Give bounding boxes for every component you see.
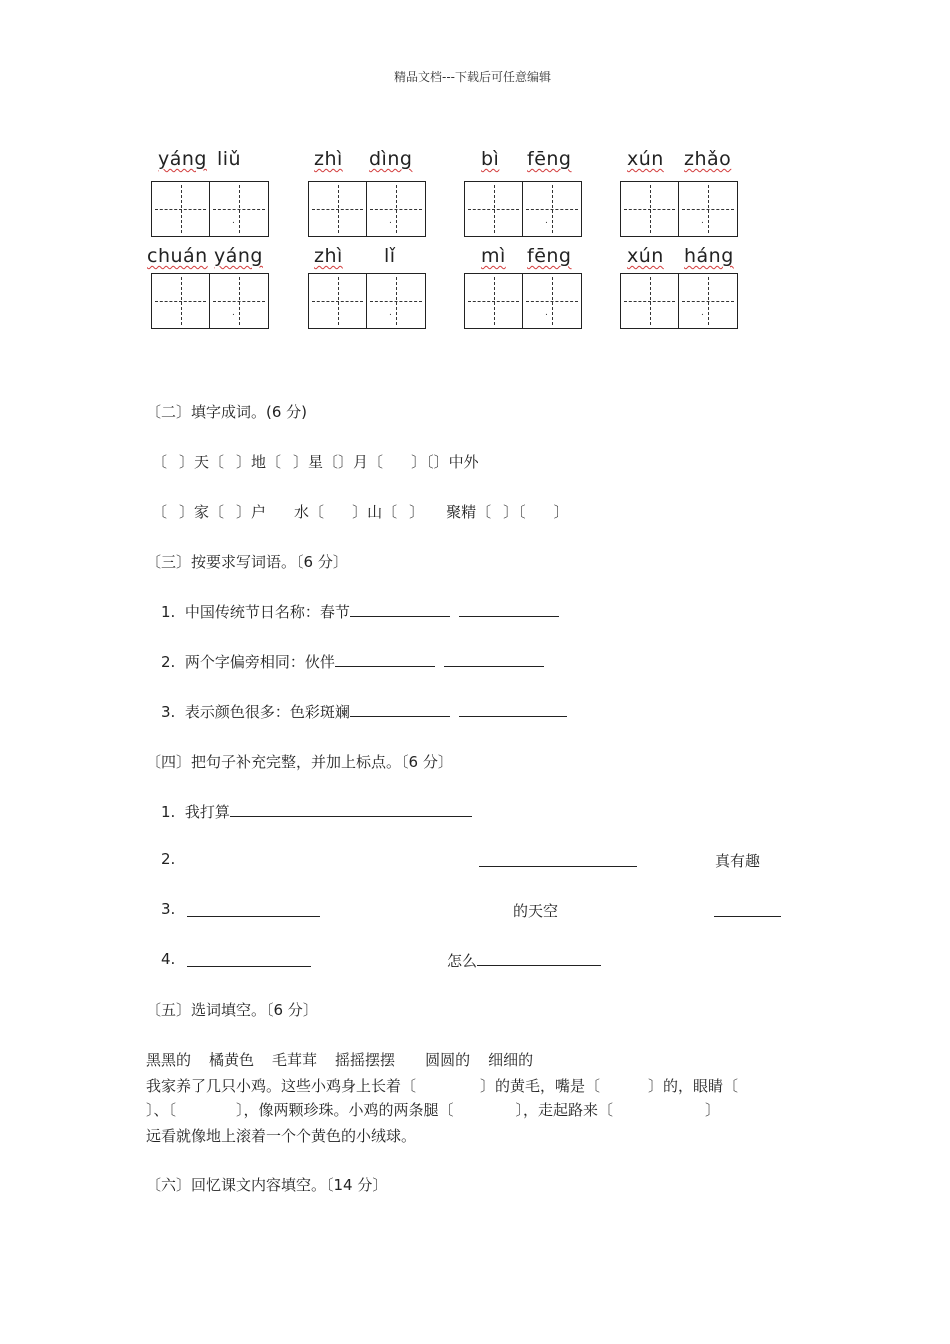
tianzige-box[interactable]: . bbox=[151, 181, 269, 237]
pinyin-6b: lǐ bbox=[384, 245, 396, 267]
tianzige-box[interactable]: . bbox=[620, 181, 738, 237]
section-2-title: 〔二〕填字成词。(6 分) bbox=[146, 403, 308, 421]
sec4-q2-tail: 真有趣 bbox=[715, 852, 761, 870]
sec4-q1: 1. 我打算 bbox=[161, 801, 472, 822]
answer-blank[interactable] bbox=[459, 601, 559, 617]
answer-blank[interactable] bbox=[714, 916, 781, 917]
sec4-q3-num: 3. bbox=[161, 900, 176, 918]
pinyin-7a: mì bbox=[481, 245, 506, 267]
tianzige-box[interactable]: . bbox=[464, 273, 582, 329]
sec4-q4-mid: 怎么 bbox=[447, 950, 601, 971]
tianzige-box[interactable]: . bbox=[151, 273, 269, 329]
answer-blank[interactable] bbox=[335, 651, 435, 667]
pinyin-8b: háng bbox=[684, 245, 734, 267]
tianzige-box[interactable]: . bbox=[308, 273, 426, 329]
section-6-title: 〔六〕回忆课文内容填空。〔14 分〕 bbox=[146, 1176, 388, 1194]
passage-line-3: 远看就像地上滚着一个个黄色的小绒球。 bbox=[146, 1127, 417, 1145]
answer-blank[interactable] bbox=[230, 801, 472, 817]
pinyin-1b: liǔ bbox=[217, 148, 242, 170]
sec3-item-2: 2. 两个字偏旁相同：伙伴 bbox=[161, 651, 544, 672]
passage-line-2: 〕、〔 〕，像两颗珍珠。小鸡的两条腿〔 〕，走起路来〔 〕 bbox=[146, 1101, 721, 1119]
pinyin-3a: bì bbox=[481, 148, 500, 170]
pinyin-2a: zhì bbox=[314, 148, 343, 170]
answer-blank[interactable] bbox=[187, 916, 320, 917]
pinyin-4a: xún bbox=[627, 148, 664, 170]
pinyin-5a: chuán bbox=[147, 245, 208, 267]
sec4-q3-mid: 的天空 bbox=[513, 902, 559, 920]
page-header: 精品文档---下载后可任意编辑 bbox=[394, 70, 551, 84]
tianzige-box[interactable]: . bbox=[620, 273, 738, 329]
sec4-q4-num: 4. bbox=[161, 950, 176, 968]
pinyin-7b: fēng bbox=[527, 245, 572, 267]
section-3-title: 〔三〕按要求写词语。〔6 分〕 bbox=[146, 553, 348, 571]
pinyin-8a: xún bbox=[627, 245, 664, 267]
sec3-item-1: 1. 中国传统节日名称：春节 bbox=[161, 601, 559, 622]
word-bank: 黑黑的 橘黄色 毛茸茸 摇摇摆摆 圆圆的 细细的 bbox=[146, 1051, 534, 1069]
tianzige-box[interactable]: . bbox=[308, 181, 426, 237]
answer-blank[interactable] bbox=[477, 950, 601, 966]
sec3-item-3: 3. 表示颜色很多：色彩斑斓 bbox=[161, 701, 567, 722]
pinyin-1a: yáng bbox=[158, 148, 207, 170]
sec4-q2-num: 2. bbox=[161, 850, 176, 868]
answer-blank[interactable] bbox=[479, 866, 637, 867]
pinyin-5b: yáng bbox=[214, 245, 263, 267]
answer-blank[interactable] bbox=[459, 701, 567, 717]
pinyin-6a: zhì bbox=[314, 245, 343, 267]
fill-paren-line-1: 〔 〕天〔 〕地〔 〕星〔〕月〔 〕〔〕中外 bbox=[152, 453, 479, 471]
tianzige-box[interactable]: . bbox=[464, 181, 582, 237]
pinyin-2b: dìng bbox=[369, 148, 413, 170]
fill-paren-line-2: 〔 〕家〔 〕户 水〔 〕山〔 〕 聚精〔 〕〔 〕 bbox=[152, 503, 569, 521]
answer-blank[interactable] bbox=[350, 601, 450, 617]
pinyin-4b: zhǎo bbox=[684, 148, 732, 170]
answer-blank[interactable] bbox=[350, 701, 450, 717]
pinyin-3b: fēng bbox=[527, 148, 572, 170]
answer-blank[interactable] bbox=[444, 651, 544, 667]
answer-blank[interactable] bbox=[187, 966, 311, 967]
passage-line-1: 我家养了几只小鸡。这些小鸡身上长着〔 〕的黄毛，嘴是〔 〕的，眼睛〔 bbox=[146, 1077, 739, 1095]
section-4-title: 〔四〕把句子补充完整，并加上标点。〔6 分〕 bbox=[146, 753, 453, 771]
section-5-title: 〔五〕选词填空。〔6 分〕 bbox=[146, 1001, 318, 1019]
